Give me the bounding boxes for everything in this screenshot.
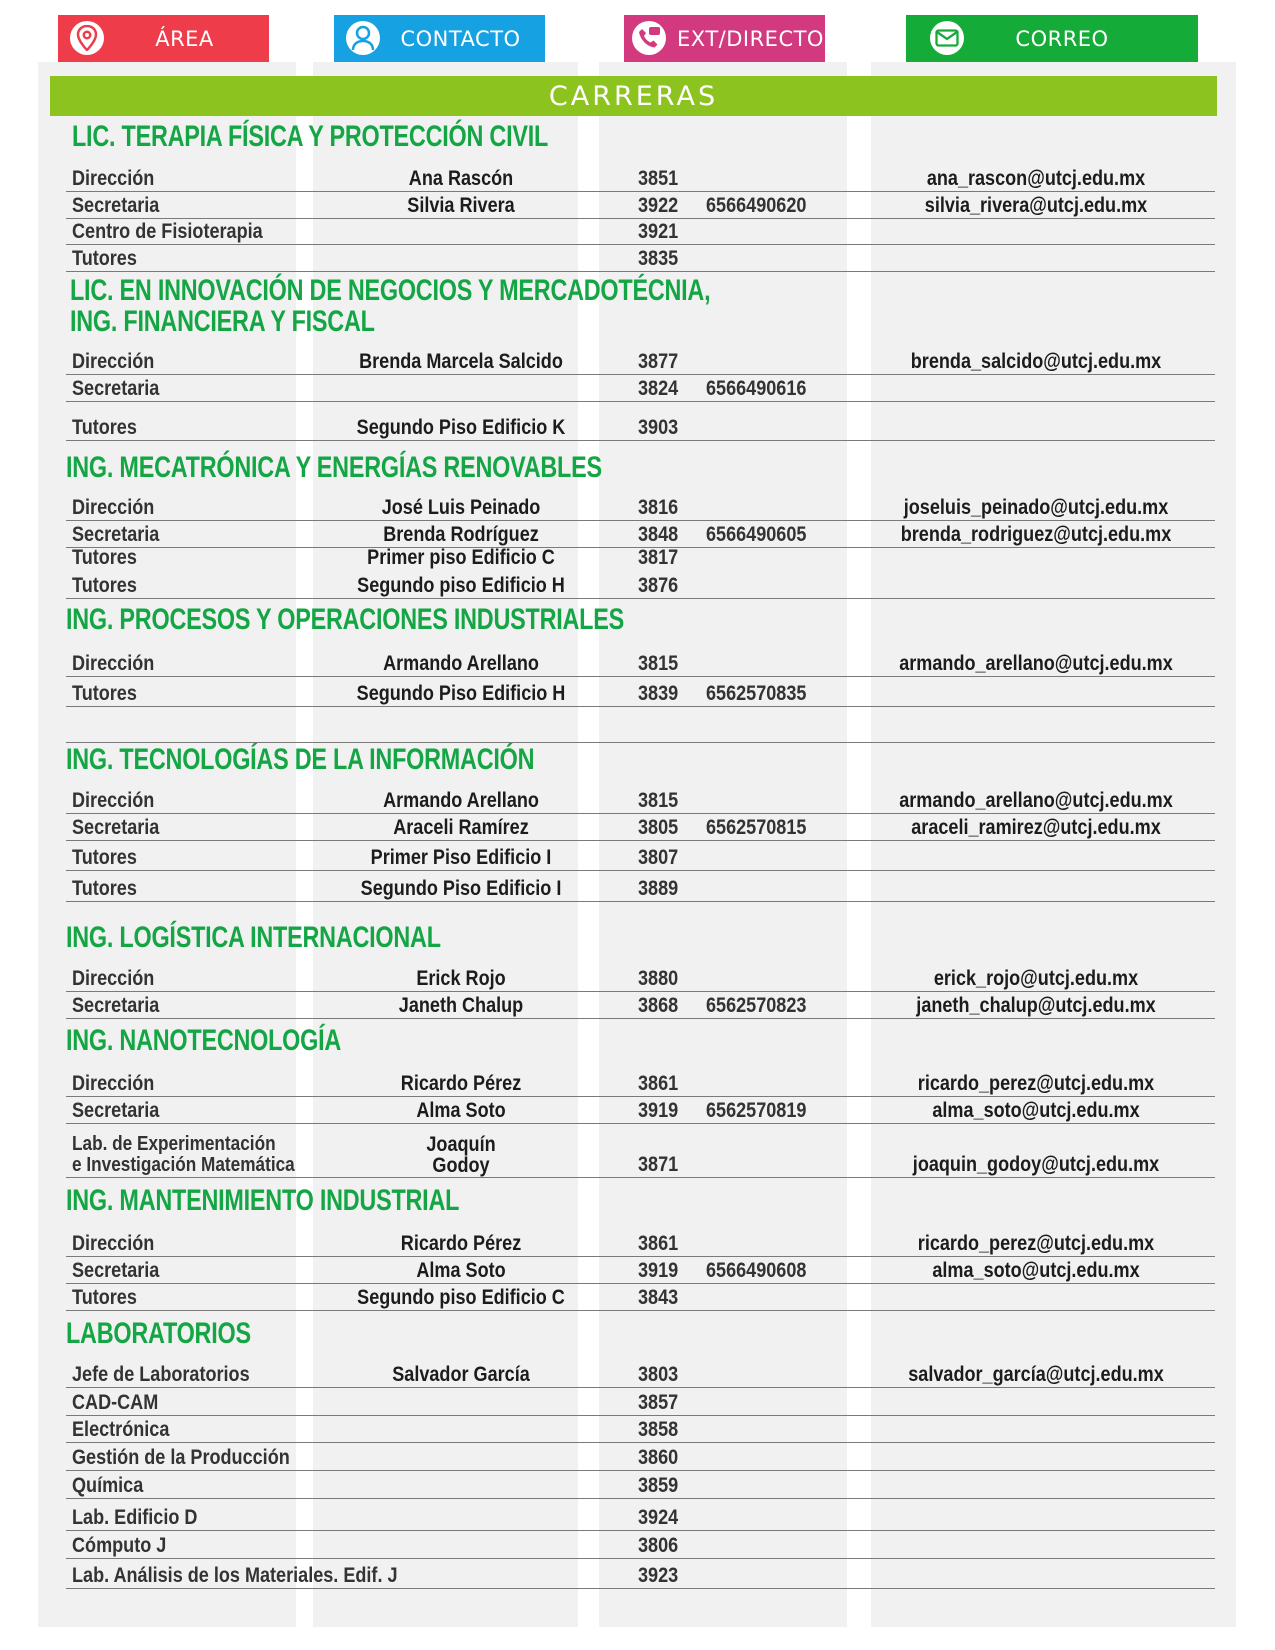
extension-cell: 3805	[638, 816, 679, 839]
extension-cell: 3857	[638, 1391, 679, 1414]
area-cell: Dirección	[72, 167, 155, 190]
email-link[interactable]: ricardo_perez@utcj.edu.mx	[917, 1232, 1155, 1255]
table-row	[66, 548, 1215, 570]
extension-cell: 3824	[638, 377, 679, 400]
area-cell: Tutores	[72, 682, 137, 705]
direct-phone-cell: 6562570835	[706, 682, 807, 705]
extension-cell: 3861	[638, 1232, 679, 1255]
extension-cell: 3861	[638, 1072, 679, 1095]
extension-cell: 3923	[638, 1564, 679, 1587]
section-title	[66, 1318, 251, 1349]
contact-name: Salvador García	[392, 1363, 530, 1386]
direct-phone-cell: 6562570815	[706, 816, 807, 839]
user-icon	[346, 21, 380, 55]
area-cell: CAD-CAM	[72, 1391, 159, 1414]
direct-phone-cell: 6566490620	[706, 194, 807, 217]
table-row	[66, 648, 1215, 677]
extension-cell: 3903	[638, 416, 679, 439]
extension-cell: 3816	[638, 496, 679, 519]
direct-phone-cell: 6566490616	[706, 377, 807, 400]
contact-name: Segundo Piso Edificio H	[356, 682, 566, 705]
area-cell	[72, 1134, 295, 1176]
header-email-label: CORREO	[1015, 26, 1109, 51]
area-cell: Cómputo J	[72, 1534, 167, 1557]
extension-cell: 3922	[638, 194, 679, 217]
contact-name: Brenda Rodríguez	[383, 523, 539, 546]
email-link[interactable]: alma_soto@utcj.edu.mx	[932, 1259, 1140, 1282]
table-row	[66, 166, 1215, 192]
location-pin-icon	[70, 21, 104, 55]
area-cell: Dirección	[72, 652, 155, 675]
extension-cell: 3880	[638, 967, 679, 990]
extension-cell: 3924	[638, 1506, 679, 1529]
area-cell: Dirección	[72, 496, 155, 519]
extension-cell: 3807	[638, 846, 679, 869]
table-row	[66, 964, 1215, 992]
extension-cell: 3860	[638, 1446, 679, 1469]
contact-name: Primer piso Edificio C	[367, 546, 555, 569]
direct-phone-cell: 6566490608	[706, 1259, 807, 1282]
contact-name: Armando Arellano	[383, 652, 539, 675]
area-cell: Tutores	[72, 574, 137, 597]
area-line: e Investigación Matemática	[72, 1154, 295, 1176]
extension-cell: 3919	[638, 1099, 679, 1122]
contact-name: Segundo piso Edificio C	[357, 1286, 565, 1309]
direct-phone-cell: 6562570819	[706, 1099, 807, 1122]
section-title-line: ING. LOGÍSTICA INTERNACIONAL	[66, 921, 441, 954]
table-row	[66, 1256, 1215, 1284]
extension-cell: 3851	[638, 167, 679, 190]
contact-name: Erick Rojo	[416, 967, 506, 990]
email-link[interactable]: armando_arellano@utcj.edu.mx	[899, 789, 1173, 812]
email-link[interactable]: salvador_garcía@utcj.edu.mx	[908, 1363, 1164, 1386]
area-cell: Tutores	[72, 846, 137, 869]
table-row	[66, 346, 1215, 375]
extension-cell: 3806	[638, 1534, 679, 1557]
table-row	[66, 191, 1215, 219]
phone-chat-icon	[632, 21, 666, 55]
email-link[interactable]: erick_rojo@utcj.edu.mx	[933, 967, 1139, 990]
contact-name: José Luis Peinado	[381, 496, 541, 519]
table-row	[66, 493, 1215, 521]
header-email	[906, 15, 1198, 62]
header-ext-label: EXT/DIRECTO	[677, 26, 824, 51]
table-row	[66, 403, 1215, 441]
section-title	[72, 121, 548, 152]
header-area	[58, 15, 269, 62]
table-row	[66, 218, 1215, 245]
table-row	[66, 1470, 1215, 1499]
table-row	[66, 574, 1215, 599]
contact-name: Araceli Ramírez	[393, 816, 529, 839]
email-link[interactable]: joseluis_peinado@utcj.edu.mx	[903, 496, 1169, 519]
area-cell: Dirección	[72, 1232, 155, 1255]
contact-name: Brenda Marcela Salcido	[359, 350, 563, 373]
area-cell: Lab. Análisis de los Materiales. Edif. J	[72, 1564, 398, 1587]
extension-cell: 3843	[638, 1286, 679, 1309]
email-link[interactable]: ana_rascon@utcj.edu.mx	[926, 167, 1146, 190]
table-row	[66, 1283, 1215, 1311]
contact-line: Joaquín	[426, 1133, 496, 1156]
contact-name: Ricardo Pérez	[400, 1232, 522, 1255]
table-row	[66, 246, 1215, 272]
area-cell: Dirección	[72, 1072, 155, 1095]
email-link[interactable]: janeth_chalup@utcj.edu.mx	[916, 994, 1156, 1017]
extension-cell: 3871	[638, 1153, 679, 1176]
table-row	[66, 1228, 1215, 1257]
carreras-banner: CARRERAS	[50, 76, 1217, 116]
table-row	[66, 840, 1215, 871]
area-cell: Tutores	[72, 247, 137, 270]
area-cell: Tutores	[72, 1286, 137, 1309]
contact-name: Silvia Rivera	[407, 194, 515, 217]
area-cell: Secretaria	[72, 1259, 160, 1282]
area-cell: Secretaria	[72, 816, 160, 839]
header-ext	[624, 15, 825, 62]
row-divider	[66, 742, 1215, 743]
extension-cell: 3919	[638, 1259, 679, 1282]
header-contact	[334, 15, 545, 62]
table-row	[66, 374, 1215, 402]
contact-name: Segundo Piso Edificio I	[360, 877, 562, 900]
extension-cell: 3859	[638, 1474, 679, 1497]
extension-cell: 3817	[638, 546, 679, 569]
section-title	[66, 1025, 341, 1056]
area-cell: Dirección	[72, 350, 155, 373]
section-title-line: ING. FINANCIERA Y FISCAL	[70, 305, 375, 338]
table-row	[66, 785, 1215, 814]
area-cell: Secretaria	[72, 523, 160, 546]
section-title-line: ING. MANTENIMIENTO INDUSTRIAL	[66, 1184, 460, 1217]
extension-cell: 3889	[638, 877, 679, 900]
contact-name: Alma Soto	[416, 1259, 506, 1282]
section-title-line: ING. MECATRÓNICA Y ENERGÍAS RENOVABLES	[66, 451, 602, 484]
section-title-line: LIC. TERAPIA FÍSICA Y PROTECCIÓN CIVIL	[72, 120, 549, 153]
extension-cell: 3835	[638, 247, 679, 270]
area-cell: Gestión de la Producción	[72, 1446, 290, 1469]
table-row	[66, 1415, 1215, 1443]
extension-cell: 3803	[638, 1363, 679, 1386]
table-row	[66, 1360, 1215, 1388]
contact-name: Primer Piso Edificio I	[370, 846, 552, 869]
section-title	[66, 604, 624, 635]
mail-icon	[930, 21, 964, 55]
table-row	[66, 1442, 1215, 1471]
section-title-line: ING. TECNOLOGÍAS DE LA INFORMACIÓN	[66, 743, 535, 776]
contact-name: Segundo Piso Edificio K	[356, 416, 566, 439]
email-link[interactable]: armando_arellano@utcj.edu.mx	[899, 652, 1173, 675]
table-row	[66, 1530, 1215, 1559]
section-title-line: LIC. EN INNOVACIÓN DE NEGOCIOS Y MERCADOTÉCNIA,	[70, 274, 711, 307]
table-row	[66, 1387, 1215, 1416]
section-title-line: ING. PROCESOS Y OPERACIONES INDUSTRIALES	[66, 603, 624, 636]
area-cell: Jefe de Laboratorios	[72, 1363, 250, 1386]
area-cell: Tutores	[72, 416, 137, 439]
extension-cell: 3876	[638, 574, 679, 597]
contact-name: Segundo piso Edificio H	[357, 574, 565, 597]
extension-cell: 3839	[638, 682, 679, 705]
extension-cell: 3815	[638, 652, 679, 675]
extension-cell: 3848	[638, 523, 679, 546]
contact-name: Janeth Chalup	[398, 994, 524, 1017]
area-cell: Lab. Edificio D	[72, 1506, 198, 1529]
table-row	[66, 1558, 1215, 1589]
contact-name	[426, 1134, 495, 1176]
area-cell: Dirección	[72, 789, 155, 812]
area-cell: Química	[72, 1474, 144, 1497]
area-cell: Tutores	[72, 546, 137, 569]
header-area-label: ÁREA	[155, 26, 214, 51]
email-link[interactable]: joaquin_godoy@utcj.edu.mx	[912, 1153, 1160, 1176]
area-cell: Secretaria	[72, 994, 160, 1017]
area-cell: Centro de Fisioterapia	[72, 220, 263, 243]
email-link[interactable]: araceli_ramirez@utcj.edu.mx	[911, 816, 1161, 839]
area-cell: Secretaria	[72, 194, 160, 217]
table-row	[66, 991, 1215, 1019]
section-title	[66, 922, 441, 953]
table-row	[66, 1127, 1215, 1178]
direct-phone-cell: 6562570823	[706, 994, 807, 1017]
section-title	[66, 744, 534, 775]
email-link[interactable]: silvia_rivera@utcj.edu.mx	[924, 194, 1148, 217]
email-link[interactable]: alma_soto@utcj.edu.mx	[932, 1099, 1140, 1122]
direct-phone-cell: 6566490605	[706, 523, 807, 546]
area-cell: Tutores	[72, 877, 137, 900]
contact-name: Ana Rascón	[408, 167, 514, 190]
extension-cell: 3868	[638, 994, 679, 1017]
section-title	[70, 275, 710, 337]
contact-name: Ricardo Pérez	[400, 1072, 522, 1095]
section-title-line: ING. NANOTECNOLOGÍA	[66, 1024, 342, 1057]
table-row	[66, 1498, 1215, 1531]
header-contact-label: CONTACTO	[400, 26, 521, 51]
table-row	[66, 520, 1215, 548]
email-link[interactable]: brenda_salcido@utcj.edu.mx	[910, 350, 1162, 373]
table-row	[66, 1068, 1215, 1097]
table-row	[66, 676, 1215, 707]
extension-cell: 3921	[638, 220, 679, 243]
email-link[interactable]: ricardo_perez@utcj.edu.mx	[917, 1072, 1155, 1095]
contact-name: Alma Soto	[416, 1099, 506, 1122]
email-link[interactable]: brenda_rodriguez@utcj.edu.mx	[900, 523, 1172, 546]
contact-line: Godoy	[432, 1154, 490, 1177]
area-cell: Electrónica	[72, 1418, 170, 1441]
contact-name: Armando Arellano	[383, 789, 539, 812]
section-title-line: LABORATORIOS	[66, 1317, 251, 1350]
area-cell: Secretaria	[72, 1099, 160, 1122]
extension-cell: 3815	[638, 789, 679, 812]
extension-cell: 3877	[638, 350, 679, 373]
section-title	[66, 1185, 459, 1216]
area-cell: Secretaria	[72, 377, 160, 400]
area-cell: Dirección	[72, 967, 155, 990]
table-row	[66, 1096, 1215, 1124]
area-line: Lab. de Experimentación	[72, 1133, 276, 1155]
table-row	[66, 813, 1215, 841]
section-title	[66, 452, 602, 483]
table-row	[66, 870, 1215, 902]
extension-cell: 3858	[638, 1418, 679, 1441]
